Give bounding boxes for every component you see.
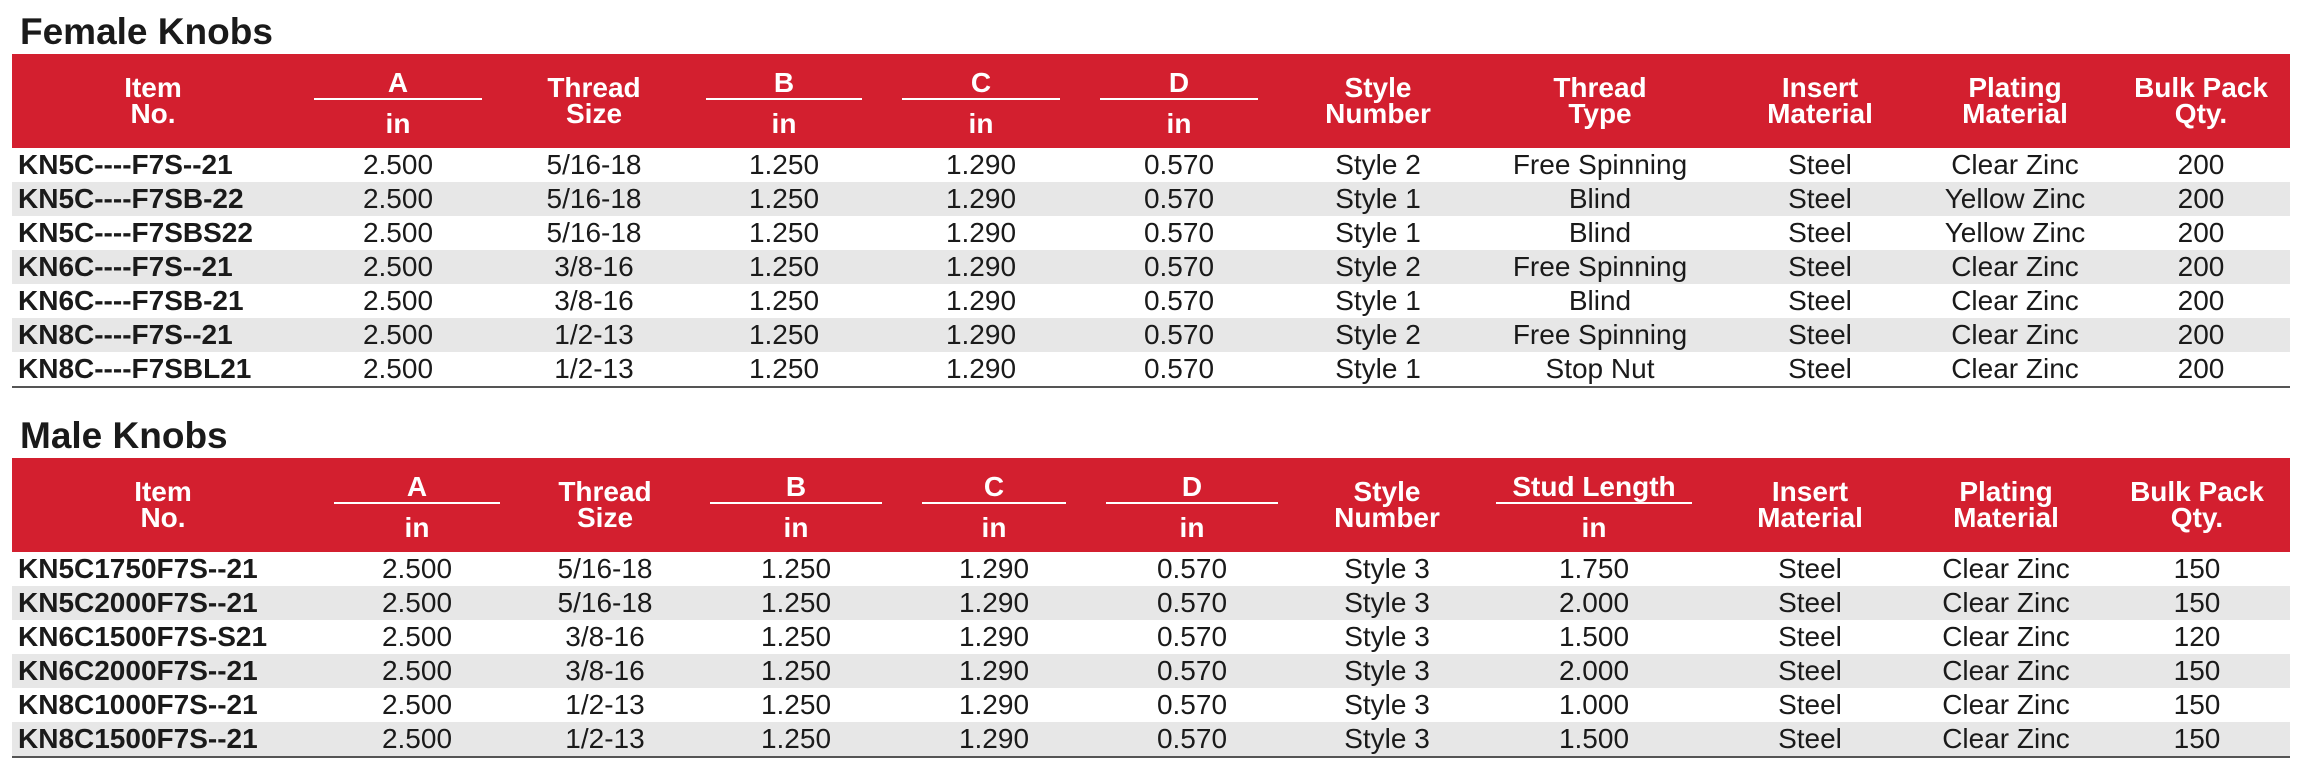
b-cell: 1.250 <box>686 216 882 250</box>
item-no-cell: KN8C1000F7S--21 <box>12 688 314 722</box>
male-knobs-section <box>12 414 2290 758</box>
plating-material-cell: Clear Zinc <box>1908 654 2104 688</box>
table-row <box>12 318 2290 352</box>
item-no-cell: KN5C----F7SBS22 <box>12 216 294 250</box>
a-cell: 2.500 <box>314 586 520 620</box>
item-no-cell: KN8C----F7SBL21 <box>12 352 294 387</box>
table-row <box>12 352 2290 387</box>
bulk-pack-qty-cell: 120 <box>2104 620 2290 654</box>
bulk-pack-qty-cell: 150 <box>2104 722 2290 757</box>
table-header-row <box>12 458 2290 552</box>
style-number-cell: Style 3 <box>1298 620 1476 654</box>
c-cell: 1.290 <box>882 284 1080 318</box>
header-a: A in <box>314 458 520 552</box>
style-number-cell: Style 2 <box>1278 148 1478 182</box>
stud-length-cell: 1.750 <box>1476 552 1712 586</box>
bulk-pack-qty-cell: 150 <box>2104 586 2290 620</box>
d-cell: 0.570 <box>1080 352 1278 387</box>
plating-material-cell: Clear Zinc <box>1908 620 2104 654</box>
plating-material-cell: Clear Zinc <box>1908 586 2104 620</box>
stud-length-cell: 2.000 <box>1476 654 1712 688</box>
d-cell: 0.570 <box>1086 688 1298 722</box>
plating-material-cell: Clear Zinc <box>1918 284 2112 318</box>
insert-material-cell: Steel <box>1712 620 1908 654</box>
b-cell: 1.250 <box>690 722 902 757</box>
c-cell: 1.290 <box>902 688 1086 722</box>
table-row <box>12 688 2290 722</box>
a-cell: 2.500 <box>294 250 502 284</box>
item-no-cell: KN8C1500F7S--21 <box>12 722 314 757</box>
item-no-cell: KN6C1500F7S-S21 <box>12 620 314 654</box>
header-item-no: Item No. <box>12 54 294 148</box>
header-b: B in <box>690 458 902 552</box>
insert-material-cell: Steel <box>1722 318 1918 352</box>
item-no-cell: KN6C2000F7S--21 <box>12 654 314 688</box>
style-number-cell: Style 3 <box>1298 586 1476 620</box>
a-cell: 2.500 <box>294 284 502 318</box>
header-d: D in <box>1086 458 1298 552</box>
d-cell: 0.570 <box>1080 318 1278 352</box>
insert-material-cell: Steel <box>1712 552 1908 586</box>
a-cell: 2.500 <box>314 620 520 654</box>
item-no-cell: KN6C----F7SB-21 <box>12 284 294 318</box>
thread-size-cell: 5/16-18 <box>502 216 686 250</box>
d-cell: 0.570 <box>1086 586 1298 620</box>
c-cell: 1.290 <box>882 148 1080 182</box>
insert-material-cell: Steel <box>1722 284 1918 318</box>
bulk-pack-qty-cell: 200 <box>2112 182 2290 216</box>
bulk-pack-qty-cell: 150 <box>2104 654 2290 688</box>
table-row <box>12 654 2290 688</box>
d-cell: 0.570 <box>1086 722 1298 757</box>
thread-type-cell: Stop Nut <box>1478 352 1722 387</box>
thread-type-cell: Free Spinning <box>1478 318 1722 352</box>
style-number-cell: Style 3 <box>1298 552 1476 586</box>
a-cell: 2.500 <box>314 552 520 586</box>
style-number-cell: Style 3 <box>1298 722 1476 757</box>
d-cell: 0.570 <box>1086 654 1298 688</box>
header-style-number: Style Number <box>1298 458 1476 552</box>
insert-material-cell: Steel <box>1722 182 1918 216</box>
bulk-pack-qty-cell: 200 <box>2112 216 2290 250</box>
insert-material-cell: Steel <box>1712 688 1908 722</box>
plating-material-cell: Yellow Zinc <box>1918 216 2112 250</box>
female-knobs-table <box>12 54 2290 388</box>
item-no-cell: KN5C----F7S--21 <box>12 148 294 182</box>
header-insert-material: Insert Material <box>1722 54 1918 148</box>
style-number-cell: Style 1 <box>1278 284 1478 318</box>
plating-material-cell: Clear Zinc <box>1918 148 2112 182</box>
table-header-row <box>12 54 2290 148</box>
plating-material-cell: Clear Zinc <box>1908 688 2104 722</box>
table-row <box>12 284 2290 318</box>
style-number-cell: Style 1 <box>1278 182 1478 216</box>
stud-length-cell: 1.500 <box>1476 620 1712 654</box>
d-cell: 0.570 <box>1080 284 1278 318</box>
insert-material-cell: Steel <box>1722 216 1918 250</box>
b-cell: 1.250 <box>686 182 882 216</box>
b-cell: 1.250 <box>686 284 882 318</box>
thread-size-cell: 5/16-18 <box>502 148 686 182</box>
b-cell: 1.250 <box>690 654 902 688</box>
bulk-pack-qty-cell: 150 <box>2104 688 2290 722</box>
c-cell: 1.290 <box>882 352 1080 387</box>
table-row <box>12 722 2290 757</box>
thread-type-cell: Blind <box>1478 182 1722 216</box>
thread-size-cell: 5/16-18 <box>520 552 690 586</box>
stud-length-cell: 1.000 <box>1476 688 1712 722</box>
a-cell: 2.500 <box>294 216 502 250</box>
header-thread-size: Thread Size <box>520 458 690 552</box>
b-cell: 1.250 <box>686 318 882 352</box>
header-plating-material: Plating Material <box>1908 458 2104 552</box>
a-cell: 2.500 <box>294 148 502 182</box>
d-cell: 0.570 <box>1086 552 1298 586</box>
thread-type-cell: Blind <box>1478 216 1722 250</box>
item-no-cell: KN6C----F7S--21 <box>12 250 294 284</box>
insert-material-cell: Steel <box>1712 586 1908 620</box>
c-cell: 1.290 <box>902 620 1086 654</box>
a-cell: 2.500 <box>314 654 520 688</box>
header-bulk-pack-qty: Bulk Pack Qty. <box>2112 54 2290 148</box>
b-cell: 1.250 <box>690 688 902 722</box>
header-item-no: Item No. <box>12 458 314 552</box>
thread-size-cell: 3/8-16 <box>502 250 686 284</box>
style-number-cell: Style 3 <box>1298 654 1476 688</box>
header-thread-type: Thread Type <box>1478 54 1722 148</box>
table-row <box>12 250 2290 284</box>
thread-size-cell: 3/8-16 <box>520 620 690 654</box>
d-cell: 0.570 <box>1080 148 1278 182</box>
insert-material-cell: Steel <box>1712 654 1908 688</box>
c-cell: 1.290 <box>902 654 1086 688</box>
d-cell: 0.570 <box>1080 182 1278 216</box>
plating-material-cell: Clear Zinc <box>1918 318 2112 352</box>
c-cell: 1.290 <box>882 250 1080 284</box>
bulk-pack-qty-cell: 200 <box>2112 148 2290 182</box>
header-style-number: Style Number <box>1278 54 1478 148</box>
b-cell: 1.250 <box>686 250 882 284</box>
b-cell: 1.250 <box>690 620 902 654</box>
style-number-cell: Style 1 <box>1278 216 1478 250</box>
d-cell: 0.570 <box>1080 250 1278 284</box>
a-cell: 2.500 <box>294 318 502 352</box>
stud-length-cell: 1.500 <box>1476 722 1712 757</box>
header-thread-size: Thread Size <box>502 54 686 148</box>
c-cell: 1.290 <box>882 182 1080 216</box>
bulk-pack-qty-cell: 200 <box>2112 352 2290 387</box>
thread-size-cell: 5/16-18 <box>520 586 690 620</box>
header-d: D in <box>1080 54 1278 148</box>
header-b: B in <box>686 54 882 148</box>
b-cell: 1.250 <box>686 148 882 182</box>
section-title: Male Knobs <box>20 415 228 456</box>
c-cell: 1.290 <box>882 216 1080 250</box>
bulk-pack-qty-cell: 200 <box>2112 250 2290 284</box>
header-c: C in <box>902 458 1086 552</box>
b-cell: 1.250 <box>690 552 902 586</box>
thread-size-cell: 1/2-13 <box>520 688 690 722</box>
header-plating-material: Plating Material <box>1918 54 2112 148</box>
thread-size-cell: 5/16-18 <box>502 182 686 216</box>
insert-material-cell: Steel <box>1712 722 1908 757</box>
plating-material-cell: Clear Zinc <box>1908 722 2104 757</box>
plating-material-cell: Clear Zinc <box>1908 552 2104 586</box>
item-no-cell: KN5C1750F7S--21 <box>12 552 314 586</box>
bulk-pack-qty-cell: 150 <box>2104 552 2290 586</box>
insert-material-cell: Steel <box>1722 250 1918 284</box>
a-cell: 2.500 <box>294 352 502 387</box>
header-stud-length: Stud Length in <box>1476 458 1712 552</box>
male-knobs-table <box>12 458 2290 758</box>
table-row <box>12 620 2290 654</box>
thread-type-cell: Free Spinning <box>1478 148 1722 182</box>
bulk-pack-qty-cell: 200 <box>2112 318 2290 352</box>
table-row <box>12 216 2290 250</box>
table-row <box>12 552 2290 586</box>
bulk-pack-qty-cell: 200 <box>2112 284 2290 318</box>
thread-size-cell: 3/8-16 <box>520 654 690 688</box>
b-cell: 1.250 <box>686 352 882 387</box>
d-cell: 0.570 <box>1086 620 1298 654</box>
d-cell: 0.570 <box>1080 216 1278 250</box>
style-number-cell: Style 2 <box>1278 250 1478 284</box>
style-number-cell: Style 1 <box>1278 352 1478 387</box>
table-row <box>12 586 2290 620</box>
female-knobs-section <box>12 10 2290 388</box>
thread-size-cell: 3/8-16 <box>502 284 686 318</box>
item-no-cell: KN8C----F7S--21 <box>12 318 294 352</box>
style-number-cell: Style 3 <box>1298 688 1476 722</box>
insert-material-cell: Steel <box>1722 148 1918 182</box>
c-cell: 1.290 <box>902 722 1086 757</box>
stud-length-cell: 2.000 <box>1476 586 1712 620</box>
a-cell: 2.500 <box>314 688 520 722</box>
thread-type-cell: Free Spinning <box>1478 250 1722 284</box>
thread-size-cell: 1/2-13 <box>502 318 686 352</box>
c-cell: 1.290 <box>882 318 1080 352</box>
plating-material-cell: Clear Zinc <box>1918 352 2112 387</box>
header-c: C in <box>882 54 1080 148</box>
thread-type-cell: Blind <box>1478 284 1722 318</box>
insert-material-cell: Steel <box>1722 352 1918 387</box>
a-cell: 2.500 <box>314 722 520 757</box>
header-a: A in <box>294 54 502 148</box>
plating-material-cell: Clear Zinc <box>1918 250 2112 284</box>
table-row <box>12 182 2290 216</box>
header-insert-material: Insert Material <box>1712 458 1908 552</box>
c-cell: 1.290 <box>902 552 1086 586</box>
section-title: Female Knobs <box>20 11 273 52</box>
item-no-cell: KN5C----F7SB-22 <box>12 182 294 216</box>
style-number-cell: Style 2 <box>1278 318 1478 352</box>
b-cell: 1.250 <box>690 586 902 620</box>
table-row <box>12 148 2290 182</box>
a-cell: 2.500 <box>294 182 502 216</box>
thread-size-cell: 1/2-13 <box>502 352 686 387</box>
thread-size-cell: 1/2-13 <box>520 722 690 757</box>
item-no-cell: KN5C2000F7S--21 <box>12 586 314 620</box>
header-bulk-pack-qty: Bulk Pack Qty. <box>2104 458 2290 552</box>
c-cell: 1.290 <box>902 586 1086 620</box>
plating-material-cell: Yellow Zinc <box>1918 182 2112 216</box>
